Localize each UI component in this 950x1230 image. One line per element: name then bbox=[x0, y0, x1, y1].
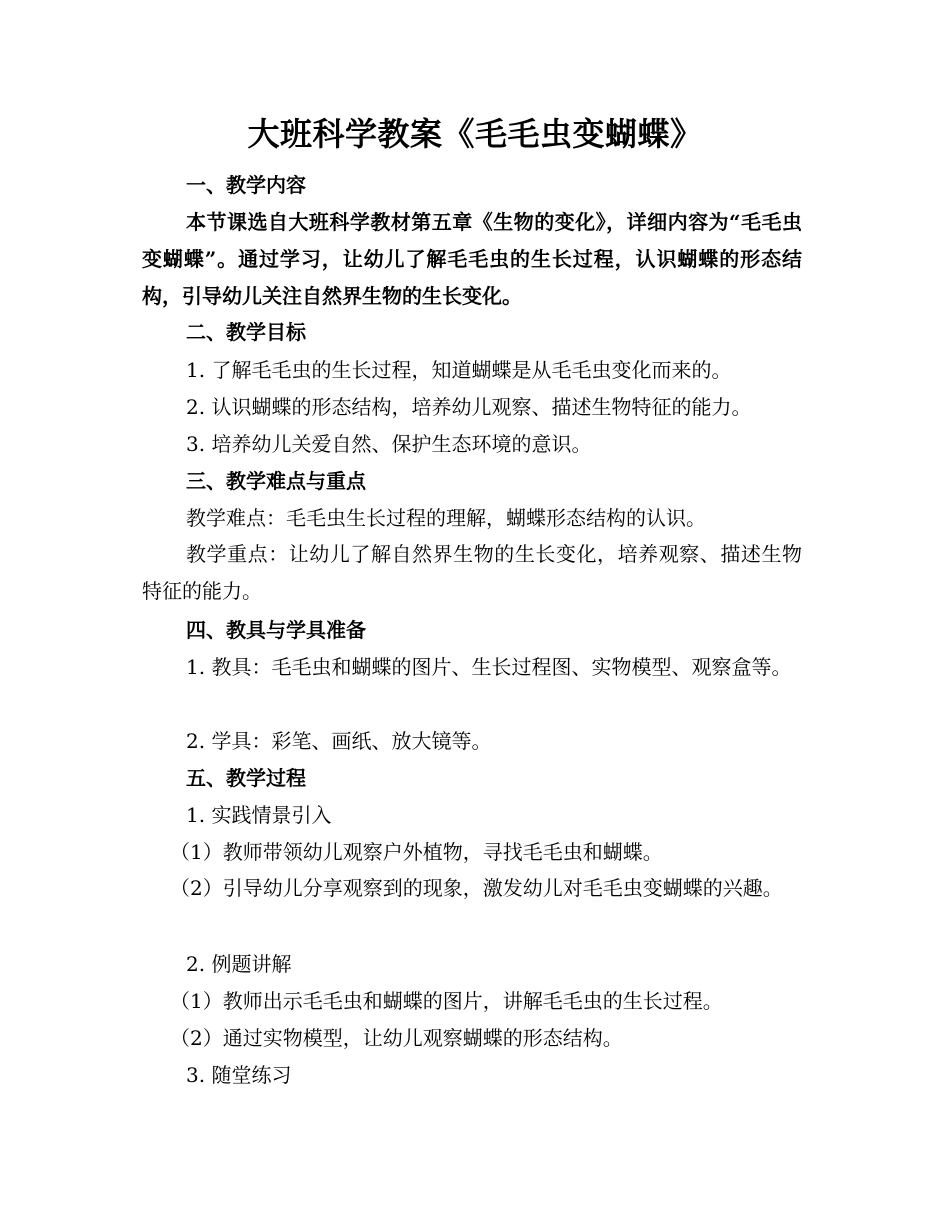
section-heading-content: 一、教学内容 bbox=[186, 173, 306, 197]
process-step-3: 3. 随堂练习 bbox=[186, 1063, 292, 1087]
tools-student-text: 2. 学具：彩笔、画纸、放大镜等。 bbox=[186, 729, 492, 753]
section-heading-difficulty: 三、教学难点与重点 bbox=[186, 469, 366, 493]
section-heading-tools: 四、教具与学具准备 bbox=[186, 618, 366, 642]
process-step-2: 2. 例题讲解 bbox=[186, 952, 292, 976]
tools-teacher-text: 1. 教具：毛毛虫和蝴蝶的图片、生长过程图、实物模型、观察盒等。 bbox=[186, 655, 792, 679]
goal-item-1: 1. 了解毛毛虫的生长过程，知道蝴蝶是从毛毛虫变化而来的。 bbox=[186, 358, 732, 382]
process-step-2-b: （2）通过实物模型，让幼儿观察蝴蝶的形态结构。 bbox=[170, 1026, 623, 1050]
document-title: 大班科学教案《毛毛虫变蝴蝶》 bbox=[247, 115, 703, 153]
goal-item-2: 2. 认识蝴蝶的形态结构，培养幼儿观察、描述生物特征的能力。 bbox=[186, 395, 752, 419]
process-step-1: 1. 实践情景引入 bbox=[186, 803, 332, 827]
content-paragraph: 本节课选自大班科学教材第五章《生物的变化》，详细内容为“毛毛虫变蝴蝶”。通过学习，让幼儿了解毛毛虫的生长过程，认识蝴蝶的形态结构，引导幼儿关注自然界生物的生长变化。 bbox=[142, 210, 802, 308]
goal-item-3: 3. 培养幼儿关爱自然、保护生态环境的意识。 bbox=[186, 432, 592, 456]
process-step-1-a: （1）教师带领幼儿观察户外植物，寻找毛毛虫和蝴蝶。 bbox=[170, 840, 663, 864]
section-heading-process: 五、教学过程 bbox=[186, 766, 306, 790]
section-heading-goals: 二、教学目标 bbox=[186, 320, 306, 344]
difficulty-text: 教学难点：毛毛虫生长过程的理解，蝴蝶形态结构的认识。 bbox=[186, 506, 706, 530]
key-point-text: 教学重点：让幼儿了解自然界生物的生长变化，培养观察、描述生物特征的能力。 bbox=[142, 542, 802, 603]
process-step-2-a: （1）教师出示毛毛虫和蝴蝶的图片，讲解毛毛虫的生长过程。 bbox=[170, 989, 723, 1013]
process-step-1-b: （2）引导幼儿分享观察到的现象，激发幼儿对毛毛虫变蝴蝶的兴趣。 bbox=[170, 876, 783, 900]
